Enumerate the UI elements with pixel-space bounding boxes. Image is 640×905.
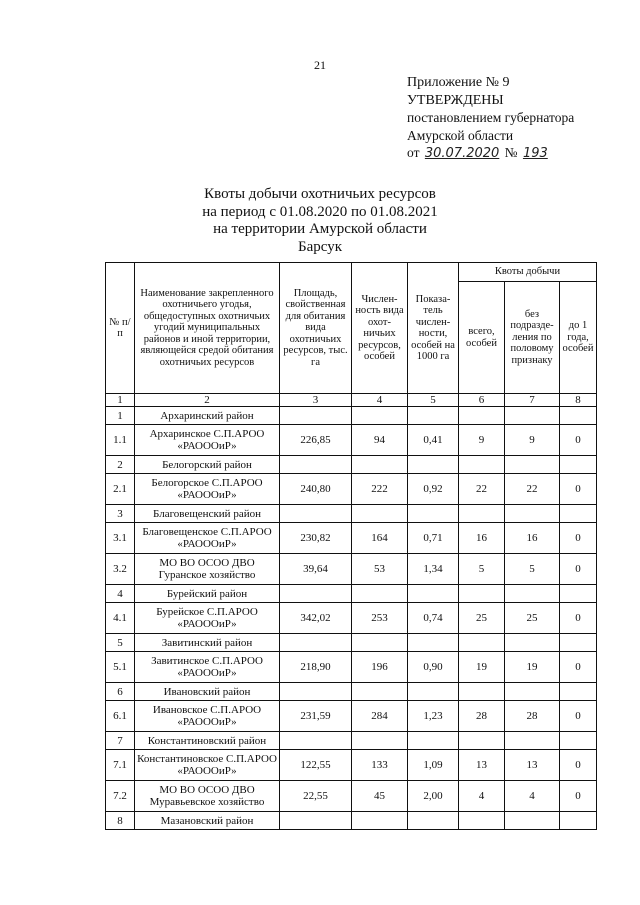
count-cell: [352, 634, 408, 652]
district-row: [106, 683, 597, 701]
table-row: [106, 701, 597, 732]
area-cell: 218,90: [280, 652, 352, 683]
row-number-cell: 7.1: [106, 750, 135, 781]
row-number-cell: 6.1: [106, 701, 135, 732]
count-cell: [352, 732, 408, 750]
unit-name-cell: Ивановское С.П.АРОО «РАОООиР»: [135, 701, 280, 732]
total-cell: 13: [459, 750, 505, 781]
count-cell: [352, 505, 408, 523]
under1-cell: 0: [560, 652, 597, 683]
table-row: [106, 750, 597, 781]
count-cell: 133: [352, 750, 408, 781]
title-line-3: на территории Амурской области: [213, 221, 427, 237]
nosex-cell: 5: [505, 554, 560, 585]
nosex-cell: [505, 683, 560, 701]
total-cell: [459, 407, 505, 425]
area-cell: [280, 585, 352, 603]
nosex-cell: 9: [505, 425, 560, 456]
row-number-cell: 2: [106, 456, 135, 474]
header-num: № п/п: [106, 263, 135, 394]
header-count: Числен-ность вида охот-ничьих ресурсов, особей: [352, 263, 408, 394]
appendix-label: Приложение № 9: [407, 75, 510, 90]
area-cell: [280, 683, 352, 701]
index-cell: 1,34: [408, 554, 459, 585]
district-row: [106, 634, 597, 652]
column-number-cell: 6: [459, 394, 505, 407]
header-quota-group: Квоты добычи: [459, 263, 597, 282]
table-row: [106, 523, 597, 554]
count-cell: 53: [352, 554, 408, 585]
quota-table: [105, 262, 597, 830]
row-number-cell: 5: [106, 634, 135, 652]
row-number-cell: 3.2: [106, 554, 135, 585]
under1-cell: 0: [560, 474, 597, 505]
count-cell: 196: [352, 652, 408, 683]
count-cell: [352, 683, 408, 701]
index-cell: 0,74: [408, 603, 459, 634]
under1-cell: 0: [560, 523, 597, 554]
nosex-cell: 16: [505, 523, 560, 554]
area-cell: 231,59: [280, 701, 352, 732]
under1-cell: [560, 505, 597, 523]
row-number-cell: 8: [106, 812, 135, 830]
total-cell: [459, 585, 505, 603]
under1-cell: 0: [560, 554, 597, 585]
total-cell: [459, 634, 505, 652]
index-cell: [408, 732, 459, 750]
area-cell: 240,80: [280, 474, 352, 505]
column-number-cell: 4: [352, 394, 408, 407]
header-area: Площадь, свойственная для обитания вида охотничьих ресурсов, тыс. га: [280, 263, 352, 394]
under1-cell: 0: [560, 750, 597, 781]
nosex-cell: 19: [505, 652, 560, 683]
total-cell: [459, 732, 505, 750]
total-cell: 9: [459, 425, 505, 456]
title-line-1: Квоты добычи охотничьих ресурсов: [204, 186, 436, 202]
total-cell: 4: [459, 781, 505, 812]
row-number-cell: 2.1: [106, 474, 135, 505]
under1-cell: [560, 812, 597, 830]
total-cell: [459, 505, 505, 523]
column-number-cell: 2: [135, 394, 280, 407]
index-cell: 1,23: [408, 701, 459, 732]
header-nosex: без подразде-ления по половому признаку: [505, 282, 560, 394]
count-cell: [352, 812, 408, 830]
row-number-cell: 3.1: [106, 523, 135, 554]
unit-name-cell: Архаринское С.П.АРОО «РАОООиР»: [135, 425, 280, 456]
under1-cell: [560, 407, 597, 425]
unit-name-cell: Бурейское С.П.АРОО «РАОООиР»: [135, 603, 280, 634]
under1-cell: 0: [560, 781, 597, 812]
district-name-cell: Благовещенский район: [135, 505, 280, 523]
table-row: [106, 425, 597, 456]
index-cell: [408, 456, 459, 474]
row-number-cell: 1.1: [106, 425, 135, 456]
index-cell: [408, 407, 459, 425]
unit-name-cell: Белогорское С.П.АРОО «РАОООиР»: [135, 474, 280, 505]
area-cell: 230,82: [280, 523, 352, 554]
table-row: [106, 781, 597, 812]
total-cell: [459, 812, 505, 830]
number-label: №: [504, 145, 518, 160]
district-row: [106, 732, 597, 750]
total-cell: [459, 683, 505, 701]
header-under1: до 1 года, особей: [560, 282, 597, 394]
total-cell: 16: [459, 523, 505, 554]
index-cell: 1,09: [408, 750, 459, 781]
unit-name-cell: Благовещенское С.П.АРОО «РАОООиР»: [135, 523, 280, 554]
nosex-cell: [505, 585, 560, 603]
under1-cell: 0: [560, 603, 597, 634]
nosex-cell: [505, 634, 560, 652]
total-cell: 19: [459, 652, 505, 683]
table-body: [106, 407, 597, 830]
under1-cell: [560, 456, 597, 474]
table-row: [106, 554, 597, 585]
column-number-cell: 1: [106, 394, 135, 407]
count-cell: 94: [352, 425, 408, 456]
under1-cell: 0: [560, 425, 597, 456]
under1-cell: 0: [560, 701, 597, 732]
row-number-cell: 4.1: [106, 603, 135, 634]
header-index: Показа-тель числен-ности, особей на 1000 га: [408, 263, 459, 394]
count-cell: 45: [352, 781, 408, 812]
index-cell: 0,90: [408, 652, 459, 683]
index-cell: 0,41: [408, 425, 459, 456]
header-name: Наименование закрепленного охотничьего угодья, общедоступных охотничьих угодий муниципальных районов и иной территории, являющейся средой обитания охотничьих ресурсов: [135, 263, 280, 394]
nosex-cell: 28: [505, 701, 560, 732]
district-row: [106, 585, 597, 603]
column-number-cell: 7: [505, 394, 560, 407]
total-cell: [459, 456, 505, 474]
area-cell: 22,55: [280, 781, 352, 812]
total-cell: 22: [459, 474, 505, 505]
area-cell: [280, 812, 352, 830]
approval-line-2: Амурской области: [407, 127, 514, 143]
district-row: [106, 407, 597, 425]
approval-line-1: постановлением губернатора: [407, 110, 575, 125]
nosex-cell: [505, 407, 560, 425]
nosex-cell: 25: [505, 603, 560, 634]
index-cell: 0,71: [408, 523, 459, 554]
index-cell: [408, 812, 459, 830]
document-title: [0, 186, 640, 256]
district-row: [106, 505, 597, 523]
row-number-cell: 7.2: [106, 781, 135, 812]
column-number-cell: 8: [560, 394, 597, 407]
unit-name-cell: Константиновское С.П.АРОО «РАОООиР»: [135, 750, 280, 781]
area-cell: [280, 456, 352, 474]
unit-name-cell: МО ВО ОСОО ДВО Муравьевское хозяйство: [135, 781, 280, 812]
district-row: [106, 812, 597, 830]
count-cell: 164: [352, 523, 408, 554]
nosex-cell: 22: [505, 474, 560, 505]
row-number-cell: 1: [106, 407, 135, 425]
index-cell: [408, 683, 459, 701]
approved-label: УТВЕРЖДЕНЫ: [407, 92, 504, 108]
under1-cell: [560, 634, 597, 652]
from-label: от: [407, 145, 420, 160]
nosex-cell: 13: [505, 750, 560, 781]
district-name-cell: Архаринский район: [135, 407, 280, 425]
count-cell: 284: [352, 701, 408, 732]
index-cell: [408, 585, 459, 603]
count-cell: 253: [352, 603, 408, 634]
approval-block: [407, 74, 632, 163]
row-number-cell: 3: [106, 505, 135, 523]
district-row: [106, 456, 597, 474]
district-name-cell: Константиновский район: [135, 732, 280, 750]
total-cell: 5: [459, 554, 505, 585]
unit-name-cell: МО ВО ОСОО ДВО Гуранское хозяйство: [135, 554, 280, 585]
row-number-cell: 6: [106, 683, 135, 701]
area-cell: [280, 407, 352, 425]
column-number-cell: 5: [408, 394, 459, 407]
row-number-cell: 4: [106, 585, 135, 603]
title-line-2: на период с 01.08.2020 по 01.08.2021: [202, 203, 438, 220]
area-cell: 122,55: [280, 750, 352, 781]
nosex-cell: 4: [505, 781, 560, 812]
count-cell: [352, 407, 408, 425]
table-row: [106, 652, 597, 683]
nosex-cell: [505, 505, 560, 523]
district-name-cell: Мазановский район: [135, 812, 280, 830]
table-header: [106, 263, 597, 407]
title-line-4: Барсук: [297, 238, 343, 255]
under1-cell: [560, 683, 597, 701]
count-cell: [352, 585, 408, 603]
total-cell: 28: [459, 701, 505, 732]
district-name-cell: Ивановский район: [135, 683, 280, 701]
column-number-cell: 3: [280, 394, 352, 407]
index-cell: 0,92: [408, 474, 459, 505]
area-cell: 39,64: [280, 554, 352, 585]
district-name-cell: Белогорский район: [135, 456, 280, 474]
column-number-row: [106, 394, 597, 407]
table-row: [106, 603, 597, 634]
count-cell: [352, 456, 408, 474]
table-row: [106, 474, 597, 505]
index-cell: [408, 634, 459, 652]
index-cell: [408, 505, 459, 523]
handwritten-number: 193: [522, 146, 548, 161]
area-cell: 342,02: [280, 603, 352, 634]
area-cell: [280, 634, 352, 652]
total-cell: 25: [459, 603, 505, 634]
row-number-cell: 7: [106, 732, 135, 750]
handwritten-date: 30.07.2020: [424, 146, 500, 161]
under1-cell: [560, 585, 597, 603]
nosex-cell: [505, 732, 560, 750]
district-name-cell: Завитинский район: [135, 634, 280, 652]
area-cell: [280, 732, 352, 750]
nosex-cell: [505, 812, 560, 830]
nosex-cell: [505, 456, 560, 474]
index-cell: 2,00: [408, 781, 459, 812]
area-cell: 226,85: [280, 425, 352, 456]
unit-name-cell: Завитинское С.П.АРОО «РАОООиР»: [135, 652, 280, 683]
count-cell: 222: [352, 474, 408, 505]
area-cell: [280, 505, 352, 523]
approval-date-line: [407, 144, 632, 163]
district-name-cell: Бурейский район: [135, 585, 280, 603]
row-number-cell: 5.1: [106, 652, 135, 683]
page-number: 21: [314, 58, 326, 72]
header-total: всего, особей: [459, 282, 505, 394]
under1-cell: [560, 732, 597, 750]
